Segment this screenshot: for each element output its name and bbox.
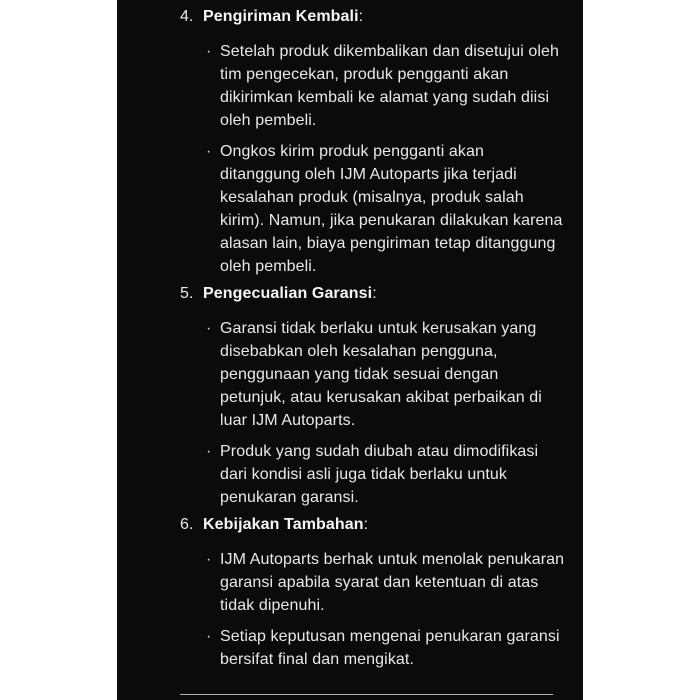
numbered-section	[180, 282, 565, 509]
policy-sections	[180, 5, 565, 671]
list-item-text	[220, 548, 565, 617]
text-line: oleh pembeli.	[220, 112, 317, 129]
text-line: penggunaan yang tidak sesuai dengan	[220, 366, 499, 383]
text-line: penukaran garansi.	[220, 489, 359, 506]
section-heading	[180, 5, 565, 28]
section-title-suffix: :	[372, 285, 377, 302]
bullet-list	[180, 548, 565, 671]
text-line: Garansi tidak berlaku untuk kerusakan yang	[220, 320, 537, 337]
bullet-icon: ·	[206, 143, 212, 160]
bullet-list	[180, 317, 565, 509]
text-line: tidak dipenuhi.	[220, 597, 325, 614]
section-title-suffix: :	[358, 8, 364, 25]
list-item-text	[220, 140, 565, 278]
text-line: kesalahan produk (misalnya, produk salah	[220, 189, 524, 206]
text-line: Produk yang sudah diubah atau dimodifikasi	[220, 443, 539, 460]
numbered-section	[180, 513, 565, 671]
section-divider	[180, 694, 553, 695]
bullet-icon: ·	[206, 320, 212, 337]
text-line: tim pengecekan, produk pengganti akan	[220, 66, 509, 83]
text-line: garansi apabila syarat dan ketentuan di atas	[220, 574, 539, 591]
list-item-text	[220, 440, 565, 509]
text-line: Ongkos kirim produk pengganti akan	[220, 143, 484, 160]
text-line: kirim). Namun, jika penukaran dilakukan karena	[220, 212, 563, 229]
bullet-icon: ·	[206, 43, 212, 60]
section-heading	[180, 282, 565, 305]
text-line: Setiap keputusan mengenai penukaran garansi	[220, 628, 560, 645]
list-item	[206, 548, 565, 617]
text-line: Setelah produk dikembalikan dan disetujui oleh	[220, 43, 560, 60]
list-item-text	[220, 625, 565, 671]
list-item	[206, 317, 565, 432]
text-line: IJM Autoparts berhak untuk menolak penukaran	[220, 551, 565, 568]
text-line: petunjuk, atau kerusakan akibat perbaikan di	[220, 389, 542, 406]
bullet-icon: ·	[206, 551, 212, 568]
section-number: 6.	[180, 516, 194, 533]
section-title: Pengiriman Kembali	[203, 8, 359, 25]
section-heading	[180, 513, 565, 536]
section-title: Pengecualian Garansi	[203, 285, 373, 302]
text-line: dari kondisi asli juga tidak berlaku untuk	[220, 466, 508, 483]
list-item	[206, 625, 565, 671]
section-title-suffix: :	[363, 516, 369, 533]
list-item	[206, 40, 565, 132]
text-line: ditanggung oleh IJM Autoparts jika terjadi	[220, 166, 517, 183]
text-line: disebabkan oleh kesalahan pengguna,	[220, 343, 498, 360]
text-line: luar IJM Autoparts.	[220, 412, 356, 429]
list-item-text	[220, 317, 565, 432]
section-number: 4.	[180, 8, 194, 25]
bullet-icon: ·	[206, 443, 212, 460]
text-line: dikirimkan kembali ke alamat yang sudah diisi	[220, 89, 550, 106]
section-number: 5.	[180, 285, 194, 302]
list-item	[206, 440, 565, 509]
text-line: oleh pembeli.	[220, 258, 317, 275]
policy-document-panel	[117, 0, 583, 700]
list-item-text	[220, 40, 565, 132]
numbered-section	[180, 5, 565, 278]
text-line: bersifat final dan mengikat.	[220, 651, 415, 668]
bullet-icon: ·	[206, 628, 212, 645]
text-line: alasan lain, biaya pengiriman tetap ditanggung	[220, 235, 556, 252]
bullet-list	[180, 40, 565, 278]
list-item	[206, 140, 565, 278]
section-title: Kebijakan Tambahan	[203, 516, 364, 533]
